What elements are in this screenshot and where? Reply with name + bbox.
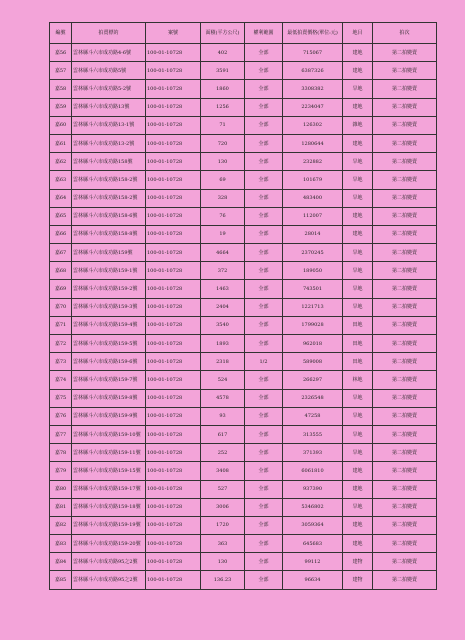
table-row (50, 171, 437, 189)
cell-price: 1799028 (283, 316, 343, 334)
cell-stage: 第二拍變賣 (373, 134, 437, 152)
cell-address: 雲林縣斗六市成功路159-15號 (72, 462, 146, 480)
cell-use: 旱地 (343, 80, 373, 98)
cell-no: 嘉74 (50, 371, 72, 389)
cell-scope: 全部 (245, 62, 283, 80)
cell-area: 3006 (201, 498, 245, 516)
cell-area: 720 (201, 134, 245, 152)
cell-area: 402 (201, 44, 245, 62)
cell-price: 3308382 (283, 80, 343, 98)
cell-area: 1463 (201, 280, 245, 298)
header-use: 地目 (343, 23, 373, 44)
cell-area: 76 (201, 207, 245, 225)
cell-area: 2318 (201, 353, 245, 371)
cell-stage: 第二拍變賣 (373, 571, 437, 589)
cell-stage: 第二拍變賣 (373, 116, 437, 134)
cell-price: 1221713 (283, 298, 343, 316)
cell-no: 嘉82 (50, 516, 72, 534)
cell-address: 雲林縣斗六市成功路159-9號 (72, 407, 146, 425)
cell-stage: 第二拍變賣 (373, 516, 437, 534)
table-row (50, 444, 437, 462)
cell-stage: 第二拍變賣 (373, 153, 437, 171)
cell-use: 旱地 (343, 262, 373, 280)
cell-scope: 全部 (245, 335, 283, 353)
cell-stage: 第二拍變賣 (373, 298, 437, 316)
cell-use: 建物 (343, 571, 373, 589)
table-row (50, 389, 437, 407)
cell-stage: 第二拍變賣 (373, 335, 437, 353)
cell-use: 旱地 (343, 407, 373, 425)
cell-case-no: 100-01-10728 (146, 171, 201, 189)
cell-use: 雜地 (343, 116, 373, 134)
cell-case-no: 100-01-10728 (146, 262, 201, 280)
cell-area: 1256 (201, 98, 245, 116)
cell-use: 旱地 (343, 498, 373, 516)
cell-stage: 第二拍變賣 (373, 462, 437, 480)
cell-no: 嘉68 (50, 262, 72, 280)
cell-price: 715067 (283, 44, 343, 62)
cell-use: 旱地 (343, 171, 373, 189)
cell-use: 建地 (343, 44, 373, 62)
cell-use: 田地 (343, 353, 373, 371)
table-row (50, 189, 437, 207)
cell-stage: 第二拍變賣 (373, 444, 437, 462)
cell-case-no: 100-01-10728 (146, 353, 201, 371)
cell-price: 28014 (283, 225, 343, 243)
cell-price: 937390 (283, 480, 343, 498)
cell-case-no: 100-01-10728 (146, 389, 201, 407)
cell-no: 嘉81 (50, 498, 72, 516)
cell-address: 雲林縣斗六市成功路159號 (72, 244, 146, 262)
cell-price: 5346802 (283, 498, 343, 516)
cell-price: 126302 (283, 116, 343, 134)
cell-scope: 全部 (245, 425, 283, 443)
cell-address: 雲林縣斗六市成功路158-6號 (72, 207, 146, 225)
cell-case-no: 100-01-10728 (146, 62, 201, 80)
cell-case-no: 100-01-10728 (146, 44, 201, 62)
cell-stage: 第二拍變賣 (373, 262, 437, 280)
cell-scope: 全部 (245, 189, 283, 207)
cell-scope: 全部 (245, 98, 283, 116)
cell-area: 1720 (201, 516, 245, 534)
auction-table (49, 22, 437, 590)
cell-no: 嘉57 (50, 62, 72, 80)
table-row (50, 225, 437, 243)
cell-case-no: 100-01-10728 (146, 98, 201, 116)
table-row (50, 335, 437, 353)
cell-stage: 第二拍變賣 (373, 98, 437, 116)
cell-price: 3059364 (283, 516, 343, 534)
cell-price: 1280644 (283, 134, 343, 152)
cell-use: 林地 (343, 371, 373, 389)
table-row (50, 516, 437, 534)
cell-case-no: 100-01-10728 (146, 498, 201, 516)
cell-price: 2326548 (283, 389, 343, 407)
cell-price: 101679 (283, 171, 343, 189)
cell-no: 嘉83 (50, 535, 72, 553)
cell-price: 112007 (283, 207, 343, 225)
cell-price: 483400 (283, 189, 343, 207)
cell-use: 建地 (343, 225, 373, 243)
cell-price: 6387326 (283, 62, 343, 80)
cell-address: 雲林縣斗六市成功路159-3號 (72, 298, 146, 316)
table-row (50, 153, 437, 171)
header-price: 最低拍賣價格(單位:元) (283, 23, 343, 44)
cell-stage: 第二拍變賣 (373, 425, 437, 443)
cell-address: 雲林縣斗六市成功路158-2號 (72, 171, 146, 189)
table-row (50, 262, 437, 280)
cell-use: 建地 (343, 62, 373, 80)
cell-area: 69 (201, 171, 245, 189)
cell-no: 嘉85 (50, 571, 72, 589)
header-area: 面積(平方公尺) (201, 23, 245, 44)
cell-area: 93 (201, 407, 245, 425)
cell-scope: 全部 (245, 462, 283, 480)
cell-case-no: 100-01-10728 (146, 116, 201, 134)
cell-scope: 全部 (245, 134, 283, 152)
cell-area: 4578 (201, 389, 245, 407)
cell-no: 嘉76 (50, 407, 72, 425)
cell-no: 嘉69 (50, 280, 72, 298)
table-row (50, 425, 437, 443)
cell-address: 雲林縣斗六市成功路159-20號 (72, 535, 146, 553)
cell-stage: 第二拍變賣 (373, 371, 437, 389)
cell-case-no: 100-01-10728 (146, 571, 201, 589)
cell-scope: 全部 (245, 44, 283, 62)
cell-price: 6061810 (283, 462, 343, 480)
table-row (50, 353, 437, 371)
cell-use: 旱地 (343, 389, 373, 407)
cell-address: 雲林縣斗六市成功路158-2號 (72, 189, 146, 207)
cell-case-no: 100-01-10728 (146, 280, 201, 298)
cell-scope: 全部 (245, 498, 283, 516)
table-row (50, 244, 437, 262)
cell-no: 嘉58 (50, 80, 72, 98)
cell-area: 363 (201, 535, 245, 553)
cell-stage: 第二拍變賣 (373, 407, 437, 425)
cell-no: 嘉80 (50, 480, 72, 498)
cell-address: 雲林縣斗六市成功路158-8號 (72, 225, 146, 243)
cell-price: 232882 (283, 153, 343, 171)
cell-address: 雲林縣斗六市成功路5號 (72, 62, 146, 80)
cell-scope: 全部 (245, 80, 283, 98)
cell-address: 雲林縣斗六市成功路158號 (72, 153, 146, 171)
cell-price: 589008 (283, 353, 343, 371)
table-row (50, 280, 437, 298)
cell-no: 嘉60 (50, 116, 72, 134)
cell-address: 雲林縣斗六市成功路159-18號 (72, 498, 146, 516)
cell-address: 雲林縣斗六市成功路95之2號 (72, 553, 146, 571)
cell-address: 雲林縣斗六市成功路13-1號 (72, 116, 146, 134)
cell-case-no: 100-01-10728 (146, 189, 201, 207)
cell-scope: 全部 (245, 207, 283, 225)
cell-address: 雲林縣斗六市成功路159-17號 (72, 480, 146, 498)
cell-area: 3540 (201, 316, 245, 334)
table-row (50, 80, 437, 98)
cell-price: 96634 (283, 571, 343, 589)
table-row (50, 316, 437, 334)
cell-stage: 第二拍變賣 (373, 80, 437, 98)
cell-address: 雲林縣斗六市成功路159-4號 (72, 316, 146, 334)
cell-stage: 第二拍變賣 (373, 244, 437, 262)
cell-stage: 第二拍變賣 (373, 62, 437, 80)
cell-stage: 第二拍變賣 (373, 189, 437, 207)
header-scope: 權利範圍 (245, 23, 283, 44)
cell-stage: 第二拍變賣 (373, 44, 437, 62)
cell-case-no: 100-01-10728 (146, 371, 201, 389)
cell-price: 2234047 (283, 98, 343, 116)
cell-area: 328 (201, 189, 245, 207)
cell-use: 旱地 (343, 280, 373, 298)
table-row (50, 553, 437, 571)
cell-no: 嘉70 (50, 298, 72, 316)
cell-stage: 第二拍變賣 (373, 280, 437, 298)
table-header-row (50, 23, 437, 44)
cell-case-no: 100-01-10728 (146, 207, 201, 225)
cell-address: 雲林縣斗六市成功路5-2號 (72, 80, 146, 98)
cell-scope: 全部 (245, 280, 283, 298)
cell-scope: 全部 (245, 389, 283, 407)
cell-stage: 第二拍變賣 (373, 225, 437, 243)
cell-case-no: 100-01-10728 (146, 444, 201, 462)
cell-use: 建地 (343, 134, 373, 152)
cell-scope: 全部 (245, 480, 283, 498)
cell-use: 建地 (343, 462, 373, 480)
cell-area: 2404 (201, 298, 245, 316)
cell-case-no: 100-01-10728 (146, 244, 201, 262)
cell-use: 旱地 (343, 298, 373, 316)
cell-area: 1860 (201, 80, 245, 98)
cell-scope: 全部 (245, 298, 283, 316)
table-row (50, 62, 437, 80)
cell-area: 3408 (201, 462, 245, 480)
table-row (50, 298, 437, 316)
cell-no: 嘉73 (50, 353, 72, 371)
cell-address: 雲林縣斗六市成功路13號 (72, 98, 146, 116)
cell-area: 136.23 (201, 571, 245, 589)
cell-case-no: 100-01-10728 (146, 407, 201, 425)
table-row (50, 480, 437, 498)
cell-case-no: 100-01-10728 (146, 134, 201, 152)
header-no: 編號 (50, 23, 72, 44)
cell-scope: 全部 (245, 444, 283, 462)
cell-no: 嘉75 (50, 389, 72, 407)
cell-address: 雲林縣斗六市成功路159-8號 (72, 389, 146, 407)
cell-use: 田地 (343, 335, 373, 353)
cell-case-no: 100-01-10728 (146, 80, 201, 98)
cell-price: 266297 (283, 371, 343, 389)
cell-scope: 全部 (245, 407, 283, 425)
cell-use: 建物 (343, 553, 373, 571)
table-row (50, 44, 437, 62)
table-row (50, 535, 437, 553)
cell-use: 建地 (343, 535, 373, 553)
cell-scope: 全部 (245, 262, 283, 280)
cell-stage: 第二拍變賣 (373, 171, 437, 189)
table-row (50, 498, 437, 516)
cell-no: 嘉71 (50, 316, 72, 334)
cell-price: 743501 (283, 280, 343, 298)
cell-no: 嘉61 (50, 134, 72, 152)
cell-scope: 全部 (245, 171, 283, 189)
cell-address: 雲林縣斗六市成功路159-7號 (72, 371, 146, 389)
cell-scope: 1/2 (245, 353, 283, 371)
cell-address: 雲林縣斗六市成功路95之2號 (72, 571, 146, 589)
cell-no: 嘉64 (50, 189, 72, 207)
table-row (50, 462, 437, 480)
cell-case-no: 100-01-10728 (146, 335, 201, 353)
cell-no: 嘉65 (50, 207, 72, 225)
cell-stage: 第二拍變賣 (373, 535, 437, 553)
table-body (50, 44, 437, 590)
cell-area: 130 (201, 553, 245, 571)
cell-price: 962018 (283, 335, 343, 353)
cell-address: 雲林縣斗六市成功路159-5號 (72, 335, 146, 353)
cell-use: 建地 (343, 480, 373, 498)
cell-use: 建地 (343, 98, 373, 116)
cell-scope: 全部 (245, 516, 283, 534)
cell-price: 47258 (283, 407, 343, 425)
cell-address: 雲林縣斗六市成功路159-10號 (72, 425, 146, 443)
cell-area: 4664 (201, 244, 245, 262)
cell-use: 建地 (343, 207, 373, 225)
cell-address: 雲林縣斗六市成功路159-6號 (72, 353, 146, 371)
cell-use: 旱地 (343, 444, 373, 462)
table-row (50, 371, 437, 389)
table-row (50, 571, 437, 589)
table-row (50, 98, 437, 116)
cell-area: 1893 (201, 335, 245, 353)
cell-stage: 第二拍變賣 (373, 353, 437, 371)
cell-use: 旱地 (343, 244, 373, 262)
header-address: 拍賣標的 (72, 23, 146, 44)
cell-area: 617 (201, 425, 245, 443)
cell-address: 雲林縣斗六市成功路159-11號 (72, 444, 146, 462)
cell-scope: 全部 (245, 535, 283, 553)
cell-stage: 第二拍變賣 (373, 316, 437, 334)
cell-use: 旱地 (343, 189, 373, 207)
cell-case-no: 100-01-10728 (146, 553, 201, 571)
cell-price: 371393 (283, 444, 343, 462)
cell-no: 嘉56 (50, 44, 72, 62)
cell-address: 雲林縣斗六市成功路159-2號 (72, 280, 146, 298)
cell-area: 527 (201, 480, 245, 498)
cell-case-no: 100-01-10728 (146, 516, 201, 534)
cell-use: 建地 (343, 516, 373, 534)
cell-case-no: 100-01-10728 (146, 316, 201, 334)
header-case-no: 案號 (146, 23, 201, 44)
cell-scope: 全部 (245, 244, 283, 262)
cell-case-no: 100-01-10728 (146, 225, 201, 243)
cell-no: 嘉63 (50, 171, 72, 189)
cell-no: 嘉84 (50, 553, 72, 571)
cell-area: 130 (201, 153, 245, 171)
cell-area: 252 (201, 444, 245, 462)
cell-case-no: 100-01-10728 (146, 535, 201, 553)
cell-case-no: 100-01-10728 (146, 425, 201, 443)
cell-scope: 全部 (245, 571, 283, 589)
cell-stage: 第二拍變賣 (373, 389, 437, 407)
cell-use: 旱地 (343, 153, 373, 171)
table-row (50, 116, 437, 134)
cell-use: 旱地 (343, 425, 373, 443)
cell-scope: 全部 (245, 116, 283, 134)
cell-scope: 全部 (245, 553, 283, 571)
cell-no: 嘉62 (50, 153, 72, 171)
cell-no: 嘉66 (50, 225, 72, 243)
cell-no: 嘉59 (50, 98, 72, 116)
cell-case-no: 100-01-10728 (146, 298, 201, 316)
cell-address: 雲林縣斗六市成功路13-2號 (72, 134, 146, 152)
cell-scope: 全部 (245, 316, 283, 334)
cell-no: 嘉77 (50, 425, 72, 443)
cell-scope: 全部 (245, 371, 283, 389)
cell-area: 71 (201, 116, 245, 134)
table-row (50, 207, 437, 225)
cell-price: 2370245 (283, 244, 343, 262)
cell-price: 313555 (283, 425, 343, 443)
header-stage: 拍次 (373, 23, 437, 44)
cell-price: 189050 (283, 262, 343, 280)
table-row (50, 134, 437, 152)
cell-price: 99112 (283, 553, 343, 571)
cell-no: 嘉79 (50, 462, 72, 480)
cell-area: 372 (201, 262, 245, 280)
cell-case-no: 100-01-10728 (146, 462, 201, 480)
cell-scope: 全部 (245, 153, 283, 171)
cell-price: 645683 (283, 535, 343, 553)
cell-stage: 第二拍變賣 (373, 553, 437, 571)
cell-area: 19 (201, 225, 245, 243)
cell-address: 雲林縣斗六市成功路4-6號 (72, 44, 146, 62)
cell-area: 3591 (201, 62, 245, 80)
cell-case-no: 100-01-10728 (146, 153, 201, 171)
cell-address: 雲林縣斗六市成功路159-1號 (72, 262, 146, 280)
cell-stage: 第二拍變賣 (373, 207, 437, 225)
cell-use: 田地 (343, 316, 373, 334)
table-row (50, 407, 437, 425)
cell-stage: 第二拍變賣 (373, 480, 437, 498)
cell-address: 雲林縣斗六市成功路159-19號 (72, 516, 146, 534)
cell-scope: 全部 (245, 225, 283, 243)
cell-case-no: 100-01-10728 (146, 480, 201, 498)
cell-no: 嘉72 (50, 335, 72, 353)
cell-no: 嘉67 (50, 244, 72, 262)
cell-stage: 第二拍變賣 (373, 498, 437, 516)
cell-area: 524 (201, 371, 245, 389)
cell-no: 嘉78 (50, 444, 72, 462)
